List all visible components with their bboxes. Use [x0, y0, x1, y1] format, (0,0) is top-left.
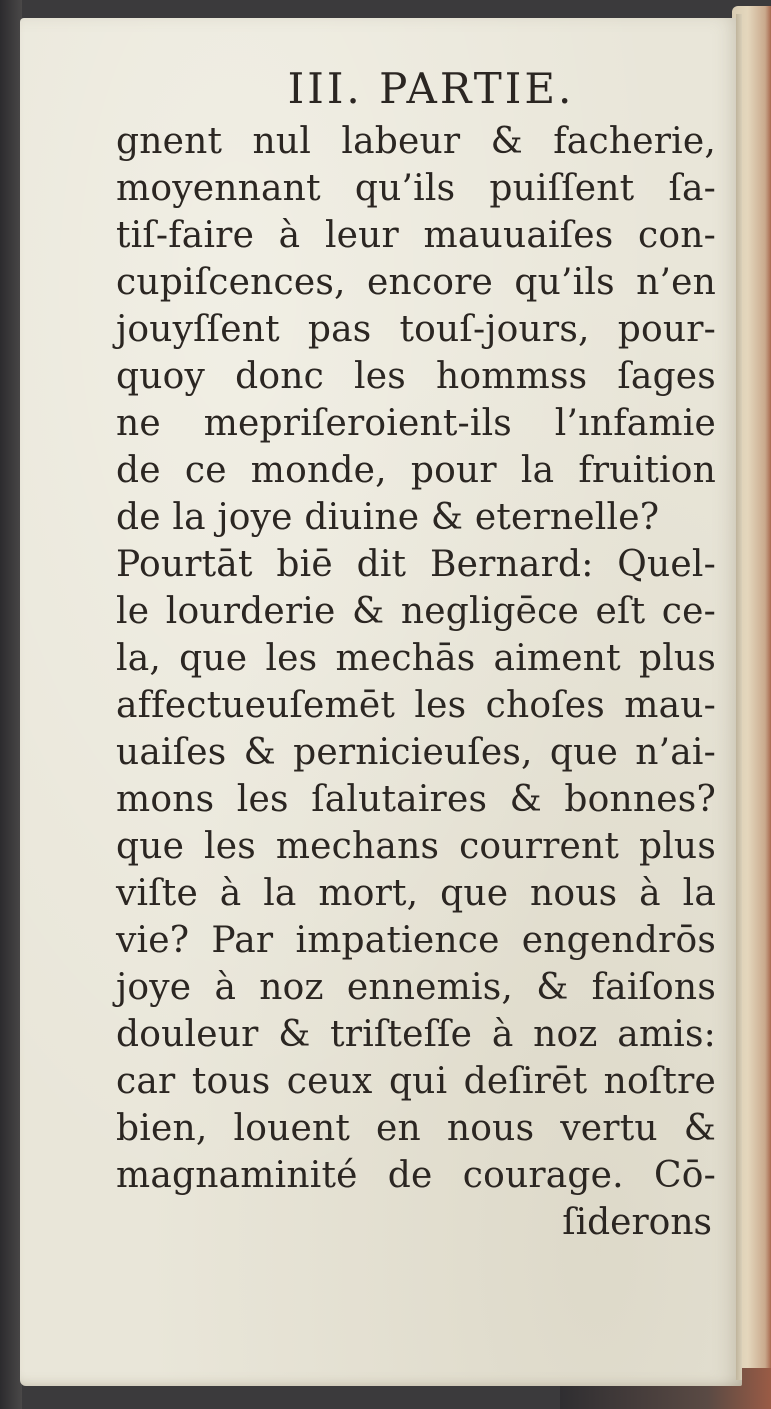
text-line: Pourtāt biē dit Bernard: Quel-	[116, 544, 716, 585]
text-line: le lourderie & negligēce eſt ce-	[116, 591, 716, 632]
text-line: bien, louent en nous vertu &	[116, 1108, 716, 1149]
text-line: de ce monde, pour la fruition	[116, 450, 716, 491]
page-text-block	[116, 60, 716, 1246]
text-line: joye à noz ennemis, & faiſons	[116, 967, 716, 1008]
text-line: viſte à la mort, que nous à la	[116, 873, 716, 914]
text-line: cupiſcences, encore qu’ils n’en	[116, 262, 716, 303]
text-line: quoy donc les hommss ſages	[116, 356, 716, 397]
text-line: vie? Par impatience engendrōs	[116, 920, 716, 961]
text-line: uaiſes & pernicieuſes, que n’ai-	[116, 732, 716, 773]
text-line: jouyſſent pas touſ-jours, pour-	[116, 309, 716, 350]
text-line: la, que les mechās aiment plus	[116, 638, 716, 679]
text-line: que les mechans courrent plus	[116, 826, 716, 867]
text-line: douleur & triſteſſe à noz amis:	[116, 1014, 716, 1055]
scan-background-left	[0, 0, 22, 1409]
text-line: magnaminité de courage. Cō-	[116, 1155, 716, 1196]
text-line: moyennant qu’ils puiſſent ſa-	[116, 168, 716, 209]
text-line: tiſ-faire à leur mauuaiſes con-	[116, 215, 716, 256]
running-head: III. PARTIE.	[287, 64, 575, 113]
text-line: mons les ſalutaires & bonnes?	[116, 779, 716, 820]
catchword: ſiderons	[562, 1202, 712, 1243]
text-line: de la joye diuine & eternelle?	[116, 497, 660, 538]
text-line: gnent nul labeur & facherie,	[116, 121, 716, 162]
text-line: car tous ceux qui deſirēt noſtre	[116, 1061, 716, 1102]
text-line: affectueuſemēt les choſes mau-	[116, 685, 716, 726]
text-line: ne mepriſeroient-ils l’ınfamie	[116, 403, 716, 444]
page-fore-edge	[736, 14, 742, 1380]
